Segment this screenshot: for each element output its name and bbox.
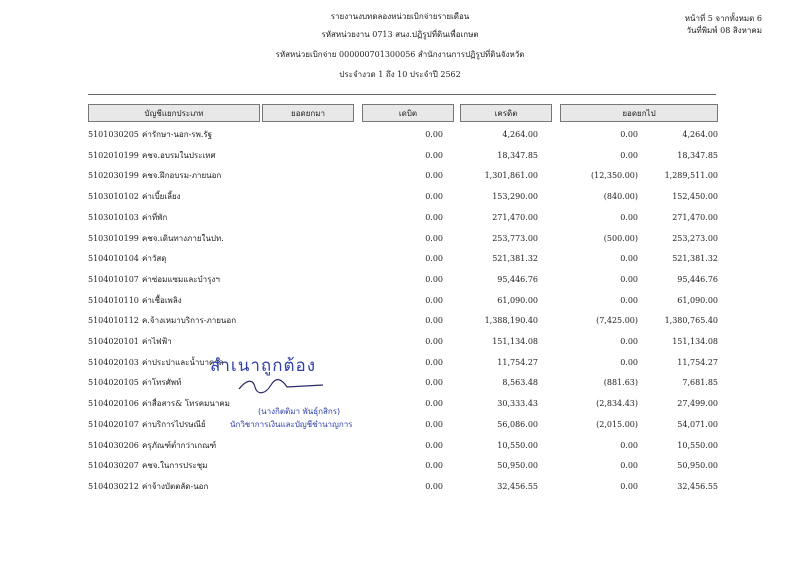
row-credit: 0.00 xyxy=(620,130,638,139)
row-debit: 8,563.48 xyxy=(502,378,538,388)
row-brought-forward: 0.00 xyxy=(425,399,443,409)
row-carried-forward: 7,681.85 xyxy=(682,378,718,388)
row-code: 5104030206 xyxy=(88,440,139,450)
row-credit: 0.00 xyxy=(620,440,638,450)
row-brought-forward: 0.00 xyxy=(425,295,443,305)
table-row xyxy=(88,146,718,166)
row-brought-forward: 0.00 xyxy=(425,254,443,264)
row-carried-forward: 95,446.76 xyxy=(677,274,718,284)
row-debit: 61,090.00 xyxy=(497,295,538,305)
row-carried-forward: 271,470.00 xyxy=(672,212,718,222)
row-brought-forward: 0.00 xyxy=(425,192,443,202)
row-debit: 1,388,190.40 xyxy=(484,316,538,326)
row-account-name: ค่าประปาและน้ำบาดาล xyxy=(142,357,224,367)
row-brought-forward: 0.00 xyxy=(425,274,443,284)
row-carried-forward: 4,264.00 xyxy=(682,130,718,139)
row-carried-forward: 1,289,511.00 xyxy=(664,171,718,181)
row-carried-forward: 50,950.00 xyxy=(677,461,718,471)
col-carried-forward: ยอดยกไป xyxy=(560,104,718,122)
disbursement-unit: รหัสหน่วยเบิกจ่าย 000000701300056 สำนักงานการปฏิรูปที่ดินจังหวัด xyxy=(275,50,525,59)
row-debit: 151,134.08 xyxy=(492,337,538,346)
row-brought-forward: 0.00 xyxy=(425,130,443,139)
row-account-name: คชจ.อบรมในประเทศ xyxy=(142,150,216,160)
row-debit: 10,550.00 xyxy=(497,440,538,450)
stamp-signer-name: (นางกิตติมา พันธุ์กสิกร) xyxy=(258,407,341,416)
table-row xyxy=(88,229,718,249)
table-row xyxy=(88,270,718,290)
col-credit: เครดิต xyxy=(460,104,552,122)
row-credit: 0.00 xyxy=(620,357,638,367)
row-credit: 0.00 xyxy=(620,481,638,491)
row-credit: 0.00 xyxy=(620,461,638,471)
row-carried-forward: 11,754.27 xyxy=(677,357,718,367)
row-brought-forward: 0.00 xyxy=(425,419,443,429)
table-row xyxy=(88,373,718,393)
row-brought-forward: 0.00 xyxy=(425,212,443,222)
row-code: 5104030207 xyxy=(88,461,139,471)
row-account-name: ค่าเชื้อเพลิง xyxy=(142,295,182,305)
row-credit: 0.00 xyxy=(620,212,638,222)
row-carried-forward: 1,380,765.40 xyxy=(664,316,718,326)
row-account-name: ครุภัณฑ์ต่ำกว่าเกณฑ์ xyxy=(142,440,217,450)
table-row xyxy=(88,456,718,476)
row-account-name: ค่าบริการไปรษณีย์ xyxy=(142,419,206,429)
row-brought-forward: 0.00 xyxy=(425,150,443,160)
row-carried-forward: 521,381.32 xyxy=(672,254,718,264)
row-code: 5104020103 xyxy=(88,357,139,367)
row-code: 5104020106 xyxy=(88,399,139,409)
row-debit: 521,381.32 xyxy=(492,254,538,264)
row-account-name: คชจ.ฝึกอบรม-ภายนอก xyxy=(142,171,222,181)
row-carried-forward: 253,273.00 xyxy=(672,233,718,243)
row-brought-forward: 0.00 xyxy=(425,171,443,181)
row-brought-forward: 0.00 xyxy=(425,378,443,388)
row-carried-forward: 27,499.00 xyxy=(677,399,718,409)
row-account-name: ค่าไฟฟ้า xyxy=(142,337,172,346)
row-brought-forward: 0.00 xyxy=(425,440,443,450)
table-row xyxy=(88,249,718,269)
row-code: 5104020105 xyxy=(88,378,139,388)
row-account-name: ค่าจ้างบัตตลัด-นอก xyxy=(142,481,209,491)
row-debit: 271,470.00 xyxy=(492,212,538,222)
row-account-name: ค่าโทรศัพท์ xyxy=(142,378,182,388)
row-credit: (881.63) xyxy=(603,378,638,388)
row-code: 5102030199 xyxy=(88,171,139,181)
row-account-name: ค่าสื่อสาร& โทรคมนาคม xyxy=(142,399,230,409)
table-row xyxy=(88,311,718,331)
row-code: 5103010102 xyxy=(88,192,139,202)
row-debit: 95,446.76 xyxy=(497,274,538,284)
row-credit: 0.00 xyxy=(620,337,638,346)
row-code: 5101030205 xyxy=(88,130,139,139)
row-code: 5103010199 xyxy=(88,233,139,243)
table-row xyxy=(88,187,718,207)
row-brought-forward: 0.00 xyxy=(425,481,443,491)
row-brought-forward: 0.00 xyxy=(425,316,443,326)
row-debit: 253,773.00 xyxy=(492,233,538,243)
row-code: 5104010107 xyxy=(88,274,139,284)
row-credit: (2,015.00) xyxy=(596,419,638,429)
period-label: ประจำงวด 1 ถึง 10 ประจำปี 2562 xyxy=(339,70,461,79)
row-code: 5104010110 xyxy=(88,295,139,305)
table-row xyxy=(88,436,718,456)
row-carried-forward: 54,071.00 xyxy=(677,419,718,429)
table-row xyxy=(88,208,718,228)
report-title: รายงานงบทดลองหน่วยเบิกจ่ายรายเดือน xyxy=(330,12,470,21)
row-debit: 30,333.43 xyxy=(497,399,538,409)
row-brought-forward: 0.00 xyxy=(425,337,443,346)
row-credit: 0.00 xyxy=(620,254,638,264)
col-debit: เดบิต xyxy=(362,104,454,122)
row-carried-forward: 18,347.85 xyxy=(677,150,718,160)
row-account-name: ค่าเบี้ยเลี้ยง xyxy=(142,192,181,202)
col-account: บัญชีแยกประเภท xyxy=(88,104,260,122)
row-account-name: คชจ.ในการประชุม xyxy=(142,461,208,471)
row-credit: (12,350.00) xyxy=(591,171,638,181)
table-row xyxy=(88,332,718,352)
row-carried-forward: 152,450.00 xyxy=(672,192,718,202)
table-row xyxy=(88,291,718,311)
row-account-name: ค่าซ่อมแซมและบำรุงฯ xyxy=(142,274,220,284)
row-credit: (840.00) xyxy=(603,192,638,202)
row-account-name: ค่าวัสดุ xyxy=(142,254,167,264)
row-debit: 32,456.55 xyxy=(497,481,538,491)
row-carried-forward: 10,550.00 xyxy=(677,440,718,450)
header-rule xyxy=(88,94,716,95)
stamp-signer-title: นักวิชาการเงินและบัญชีชำนาญการ xyxy=(230,420,353,429)
row-carried-forward: 151,134.08 xyxy=(672,337,718,346)
page-number: หน้าที่ 5 จากทั้งหมด 6 xyxy=(684,14,762,23)
table-row xyxy=(88,477,718,497)
row-code: 5102010199 xyxy=(88,150,139,160)
row-brought-forward: 0.00 xyxy=(425,357,443,367)
row-code: 5103010103 xyxy=(88,212,139,222)
row-account-name: ค.จ้างเหมาบริการ-ภายนอก xyxy=(142,316,237,326)
row-carried-forward: 61,090.00 xyxy=(677,295,718,305)
agency-code: รหัสหน่วยงาน 0713 สนง.ปฏิรูปที่ดินเพื่อเกษต xyxy=(321,30,479,39)
table-row xyxy=(88,415,718,435)
row-credit: 0.00 xyxy=(620,295,638,305)
print-date: วันที่พิมพ์ 08 สิงหาคม xyxy=(686,26,762,35)
row-account-name: ค่าที่พัก xyxy=(142,212,168,222)
row-debit: 50,950.00 xyxy=(497,461,538,471)
row-credit: (500.00) xyxy=(603,233,638,243)
row-credit: (2,834.43) xyxy=(596,399,638,409)
row-debit: 11,754.27 xyxy=(497,357,538,367)
row-code: 5104010104 xyxy=(88,254,139,264)
row-account-name: ค่ารักษา-นอก-รพ.รัฐ xyxy=(142,130,213,139)
row-debit: 153,290.00 xyxy=(492,192,538,202)
row-brought-forward: 0.00 xyxy=(425,461,443,471)
row-brought-forward: 0.00 xyxy=(425,233,443,243)
row-debit: 4,264.00 xyxy=(502,130,538,139)
row-credit: 0.00 xyxy=(620,274,638,284)
row-debit: 18,347.85 xyxy=(497,150,538,160)
table-row xyxy=(88,125,718,145)
table-row xyxy=(88,353,718,373)
row-carried-forward: 32,456.55 xyxy=(677,481,718,491)
row-code: 5104010112 xyxy=(88,316,139,326)
row-debit: 56,086.00 xyxy=(497,419,538,429)
row-debit: 1,301,861.00 xyxy=(484,171,538,181)
row-credit: 0.00 xyxy=(620,150,638,160)
row-code: 5104020107 xyxy=(88,419,139,429)
table-row xyxy=(88,394,718,414)
certified-copy-stamp: สำเนาถูกต้อง xyxy=(210,356,317,376)
row-credit: (7,425.00) xyxy=(596,316,638,326)
table-row xyxy=(88,166,718,186)
row-account-name: คชจ.เดินทางภายในปท. xyxy=(142,233,224,243)
row-code: 5104030212 xyxy=(88,481,139,491)
col-brought-forward: ยอดยกมา xyxy=(262,104,354,122)
row-code: 5104020101 xyxy=(88,337,139,346)
